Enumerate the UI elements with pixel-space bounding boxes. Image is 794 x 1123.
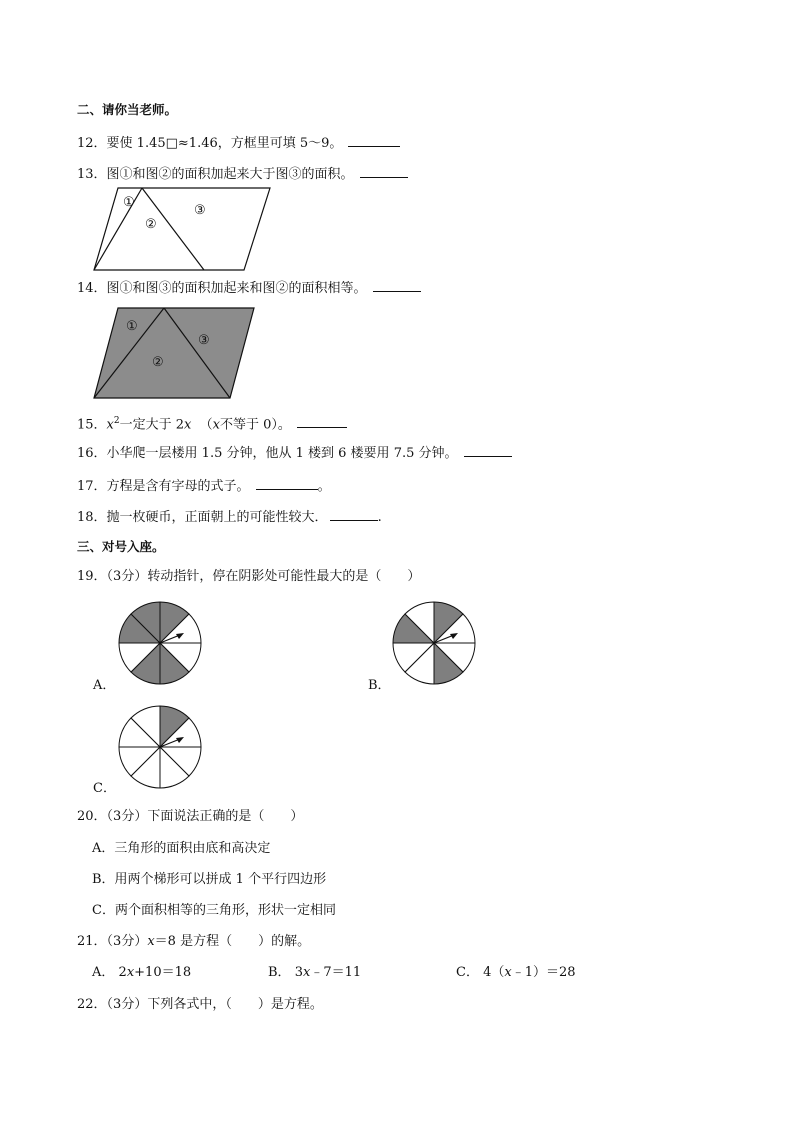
paren-open: （ (199, 417, 213, 433)
option-label: B． (268, 965, 291, 980)
equation-rest: ﹣7＝11 (310, 965, 362, 980)
q14-parallelogram-figure (94, 308, 256, 400)
question-text-tail: ＝8 是方程（ ）的解。 (154, 934, 311, 949)
question-text: 要使 1.45□≈1.46，方框里可填 5～9。 (106, 136, 343, 151)
question-text-tail: 。 (317, 479, 331, 494)
question-number: 12． (77, 136, 107, 151)
question-14 (77, 278, 421, 298)
answer-blank[interactable] (464, 443, 512, 457)
question-text: 小华爬一层楼用 1.5 分钟，他从 1 楼到 6 楼要用 7.5 分钟。 (106, 446, 458, 461)
q20-option-b[interactable]: B．用两个梯形可以拼成 1 个平行四边形 (92, 872, 327, 887)
q20-option-c[interactable]: C．两个面积相等的三角形，形状一定相同 (92, 903, 336, 918)
answer-blank[interactable] (373, 278, 421, 292)
region-label-1: ① (126, 319, 138, 334)
exponent: 2 (113, 416, 120, 426)
parallelogram-outline (94, 188, 270, 270)
answer-blank[interactable] (297, 414, 347, 428)
variable-x: x (212, 417, 220, 433)
variable-x: x (106, 417, 114, 433)
answer-blank[interactable] (330, 507, 378, 521)
variable-x: x (302, 965, 311, 980)
coefficient: 3 (294, 965, 303, 980)
question-number: 14． (77, 281, 107, 296)
question-number: 22． (77, 997, 107, 1012)
region-label-2: ② (145, 217, 157, 232)
q21-option-a[interactable] (92, 964, 191, 982)
region-label-2: ② (152, 355, 164, 370)
question-text: （3分） (106, 934, 148, 949)
coefficient: 2 (118, 965, 127, 980)
question-12 (77, 133, 400, 153)
variable-x: x (504, 965, 512, 980)
spinner-option-b[interactable] (391, 600, 477, 686)
q21-option-b[interactable] (268, 964, 361, 982)
question-number: 20． (77, 809, 107, 824)
question-text: （3分）下列各式中，（ ）是方程。 (106, 997, 323, 1012)
q20-option-a[interactable]: A．三角形的面积由底和高决定 (92, 841, 271, 856)
spinner-option-a[interactable] (117, 600, 203, 686)
equation-rest: +10＝18 (134, 965, 192, 980)
option-label: A． (92, 965, 115, 980)
option-b-label[interactable]: B． (368, 678, 391, 693)
spinner-option-c[interactable] (117, 704, 203, 790)
question-text: 方程是含有字母的式子。 (106, 479, 250, 494)
question-21 (77, 933, 310, 951)
question-number: 13． (77, 167, 107, 182)
question-number: 19． (77, 569, 107, 584)
section-3-title: 三、对号入座。 (77, 539, 165, 554)
equation-rest: ﹣1）＝28 (511, 965, 576, 980)
question-number: 15． (77, 417, 107, 433)
question-text-tail: . (377, 510, 382, 525)
region-label-3: ③ (194, 203, 206, 218)
question-15 (77, 412, 347, 434)
q13-parallelogram-figure (94, 188, 274, 272)
option-a-label[interactable]: A． (93, 678, 116, 693)
question-22 (77, 996, 323, 1014)
question-19 (77, 568, 420, 586)
option-label: C． (456, 965, 479, 980)
region-label-3: ③ (198, 333, 210, 348)
question-13 (77, 164, 408, 184)
coefficient: 4（ (483, 965, 505, 980)
question-text: 图①和图③的面积加起来和图②的面积相等。 (106, 281, 367, 296)
question-text: 抛一枚硬币，正面朝上的可能性较大． (106, 510, 328, 525)
answer-blank[interactable] (360, 164, 408, 178)
question-20 (77, 808, 303, 826)
variable-x: x (184, 417, 192, 433)
question-16 (77, 443, 512, 463)
question-text-tail: 不等于 0）。 (220, 417, 291, 433)
question-17 (77, 476, 331, 496)
q21-option-c[interactable] (456, 964, 576, 982)
question-number: 16． (77, 446, 107, 461)
option-c-label[interactable]: C． (93, 781, 116, 796)
region-label-1: ① (123, 195, 135, 210)
question-number: 17． (77, 479, 107, 494)
question-text: 图①和图②的面积加起来大于图③的面积。 (106, 167, 354, 182)
answer-blank[interactable] (256, 476, 318, 490)
answer-blank[interactable] (348, 133, 400, 147)
question-text: （3分）转动指针，停在阴影处可能性最大的是（ ） (106, 569, 421, 584)
question-number: 21． (77, 934, 107, 949)
question-text: （3分）下面说法正确的是（ ） (106, 809, 304, 824)
question-text: 一定大于 2 (119, 417, 185, 433)
variable-x: x (147, 934, 155, 949)
question-18 (77, 507, 382, 527)
question-number: 18． (77, 510, 107, 525)
variable-x: x (126, 965, 135, 980)
section-2-title: 二、请你当老师。 (77, 102, 178, 117)
